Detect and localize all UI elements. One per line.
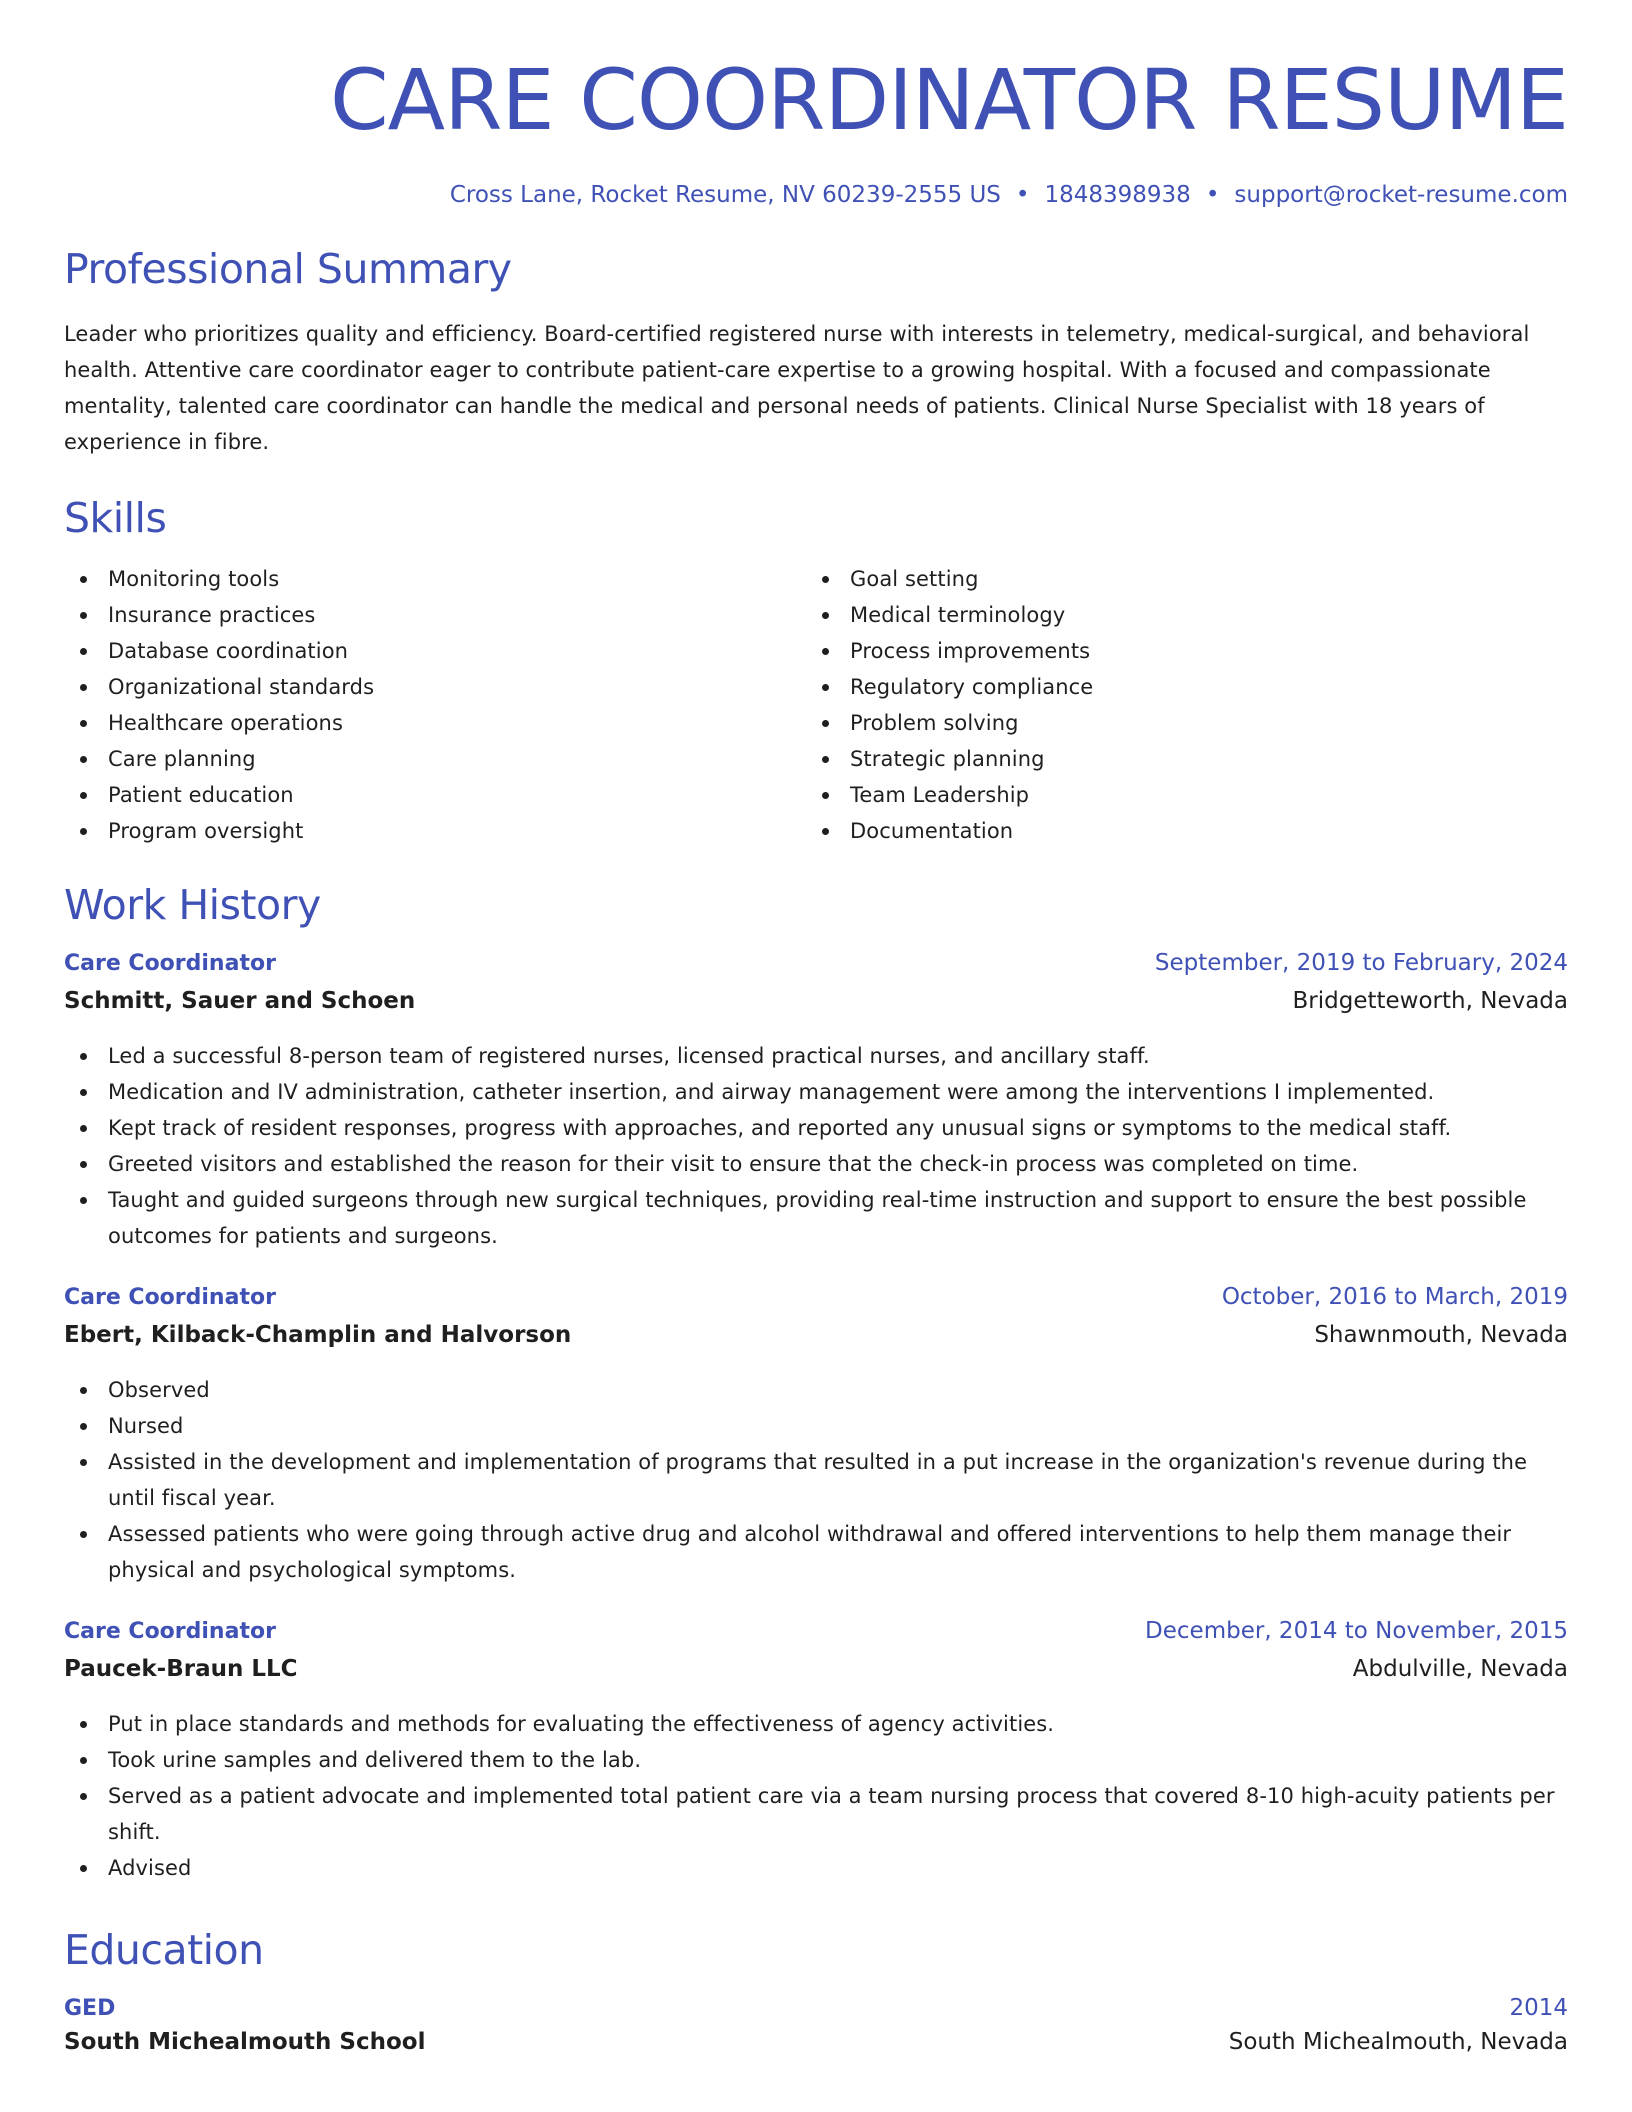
job-bullet: Took urine samples and delivered them to the lab. — [64, 1742, 1568, 1778]
job-company-row — [64, 1656, 1568, 1696]
skills-column-left — [64, 561, 806, 849]
job-dates: September, 2019 to February, 2024 — [1154, 950, 1568, 976]
education-location: South Michealmouth, Nevada — [1228, 2029, 1568, 2055]
job-dates: October, 2016 to March, 2019 — [1221, 1284, 1568, 1310]
skill-item: Healthcare operations — [64, 705, 806, 741]
job-bullet: Greeted visitors and established the reason for their visit to ensure that the check-in process was completed on time. — [64, 1146, 1568, 1182]
job-entry — [64, 950, 1568, 1254]
education-school-row — [64, 2029, 1568, 2069]
job-bullet: Taught and guided surgeons through new surgical techniques, providing real-time instruction and support to ensure the best possible outcomes for patients and surgeons. — [64, 1182, 1568, 1254]
contact-separator: • — [1205, 182, 1220, 208]
job-bullets — [64, 1372, 1568, 1588]
skill-item: Insurance practices — [64, 597, 806, 633]
resume-title: CARE COORDINATOR RESUME — [329, 51, 1568, 149]
job-title: Care Coordinator — [64, 1619, 276, 1644]
job-header-row — [64, 950, 1568, 980]
education-school: South Michealmouth School — [64, 2029, 426, 2055]
skill-item: Documentation — [806, 813, 1548, 849]
work-history-heading: Work History — [64, 881, 321, 929]
skills-heading: Skills — [64, 494, 167, 542]
job-bullet: Put in place standards and methods for evaluating the effectiveness of agency activities. — [64, 1706, 1568, 1742]
skill-item: Regulatory compliance — [806, 669, 1548, 705]
contact-line — [64, 182, 1568, 210]
job-company: Paucek-Braun LLC — [64, 1656, 298, 1682]
skill-item: Problem solving — [806, 705, 1548, 741]
summary-text: Leader who prioritizes quality and efficiency. Board-certified registered nurse with interests in telemetry, medical-surgical, and behavioral health. Attentive care coordinator eager to contribute patient-care expertise to a growing hospital. With a focused and compassionate mentality, talented care coordinator can handle the medical and personal needs of patients. Clinical Nurse Specialist with 18 years of experience in fibre. — [64, 322, 1530, 454]
skill-item: Care planning — [64, 741, 806, 777]
resume-page — [64, 0, 1568, 2069]
skill-item: Medical terminology — [806, 597, 1548, 633]
job-bullet: Medication and IV administration, catheter insertion, and airway management were among the interventions I implemented. — [64, 1074, 1568, 1110]
job-company: Ebert, Kilback-Champlin and Halvorson — [64, 1322, 572, 1348]
skill-item: Program oversight — [64, 813, 806, 849]
skill-item: Database coordination — [64, 633, 806, 669]
job-bullet: Led a successful 8-person team of registered nurses, licensed practical nurses, and ancillary staff. — [64, 1038, 1568, 1074]
job-bullet: Assisted in the development and implementation of programs that resulted in a put increase in the organization's revenue during the until fiscal year. — [64, 1444, 1568, 1516]
contact-separator: • — [1015, 182, 1030, 208]
education-year: 2014 — [1509, 1995, 1568, 2021]
summary-heading: Professional Summary — [64, 245, 512, 293]
education-heading: Education — [64, 1926, 264, 1974]
job-bullet: Observed — [64, 1372, 1568, 1408]
contact-phone: 1848398938 — [1044, 182, 1191, 208]
skill-item: Team Leadership — [806, 777, 1548, 813]
skill-item: Goal setting — [806, 561, 1548, 597]
skill-item: Organizational standards — [64, 669, 806, 705]
job-header-row — [64, 1618, 1568, 1648]
skill-item: Process improvements — [806, 633, 1548, 669]
job-bullet: Assessed patients who were going through active drug and alcohol withdrawal and offered interventions to help them manage their physical and psychological symptoms. — [64, 1516, 1568, 1588]
skill-item: Patient education — [64, 777, 806, 813]
skill-item: Strategic planning — [806, 741, 1548, 777]
job-header-row — [64, 1284, 1568, 1314]
skill-item: Monitoring tools — [64, 561, 806, 597]
job-title: Care Coordinator — [64, 951, 276, 976]
job-dates: December, 2014 to November, 2015 — [1145, 1618, 1568, 1644]
education-entry — [64, 1995, 1568, 2069]
job-company: Schmitt, Sauer and Schoen — [64, 988, 416, 1014]
skills-column-right — [806, 561, 1548, 849]
job-entry — [64, 1284, 1568, 1588]
job-company-row — [64, 988, 1568, 1028]
job-bullet: Served as a patient advocate and implemented total patient care via a team nursing process that covered 8-10 high-acuity patients per shift. — [64, 1778, 1568, 1850]
contact-email: support@rocket-resume.com — [1234, 182, 1568, 208]
job-bullet: Kept track of resident responses, progress with approaches, and reported any unusual signs or symptoms to the medical staff. — [64, 1110, 1568, 1146]
skills-grid — [64, 561, 1568, 849]
job-bullets — [64, 1038, 1568, 1254]
job-bullets — [64, 1706, 1568, 1886]
job-bullet: Nursed — [64, 1408, 1568, 1444]
job-location: Shawnmouth, Nevada — [1314, 1322, 1568, 1348]
job-location: Abdulville, Nevada — [1352, 1656, 1568, 1682]
job-entry — [64, 1618, 1568, 1886]
contact-address: Cross Lane, Rocket Resume, NV 60239-2555 US — [449, 182, 1001, 208]
job-bullet: Advised — [64, 1850, 1568, 1886]
education-header-row — [64, 1995, 1568, 2025]
job-location: Bridgetteworth, Nevada — [1292, 988, 1568, 1014]
job-company-row — [64, 1322, 1568, 1362]
education-degree: GED — [64, 1996, 116, 2021]
job-title: Care Coordinator — [64, 1285, 276, 1310]
